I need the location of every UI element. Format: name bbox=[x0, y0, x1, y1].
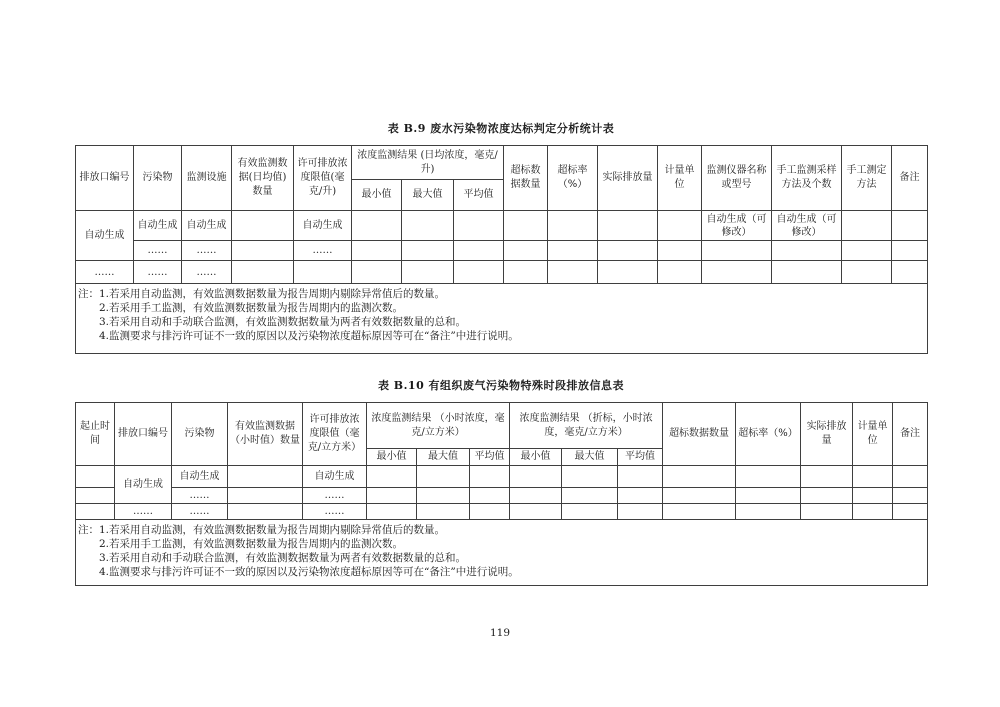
b9-header-actual-amount: 实际排放量 bbox=[598, 146, 658, 211]
b9-cell-outlet: …… bbox=[76, 261, 134, 284]
b9-header-pollutant: 污染物 bbox=[134, 146, 182, 211]
b9-cell-instrument: 自动生成（可修改） bbox=[702, 211, 772, 241]
b9-note-item: 3.若采用自动和手动联合监测，有效监测数据数量为两者有效数据数量的总和。 bbox=[99, 316, 467, 328]
b9-header-conc-group: 浓度监测结果 (日均浓度，毫克/升) bbox=[352, 146, 504, 180]
b9-header-manual-method: 手工测定方法 bbox=[842, 146, 892, 211]
b10-cell-outlet: …… bbox=[115, 504, 172, 520]
table-b9 bbox=[75, 145, 928, 354]
b10-cell-time-range bbox=[76, 466, 115, 488]
table-row bbox=[76, 261, 928, 284]
b10-header-avg2: 平均值 bbox=[618, 449, 663, 466]
table-b10-title: 表 B.10 有组织废气污染物特殊时段排放信息表 bbox=[377, 379, 625, 392]
b10-note-item: 2.若采用手工监测，有效监测数据数量为报告周期内的监测次数。 bbox=[99, 538, 404, 550]
b10-header-exceed-rate: 超标率（%） bbox=[736, 403, 801, 466]
b9-header-manual-sampling: 手工监测采样方法及个数 bbox=[772, 146, 842, 211]
b10-note-item: 3.若采用自动和手动联合监测，有效监测数据数量为两者有效数据数量的总和。 bbox=[99, 552, 467, 564]
b10-header-actual-amount: 实际排放量 bbox=[801, 403, 853, 466]
b10-header-max2: 最大值 bbox=[562, 449, 618, 466]
b9-notes-label: 注： bbox=[78, 288, 99, 300]
b9-note-item: 1.若采用自动监测，有效监测数据数量为报告周期内剔除异常值后的数量。 bbox=[99, 288, 446, 300]
b9-header-exceed-rate: 超标率（%） bbox=[548, 146, 598, 211]
b10-notes-label: 注： bbox=[78, 524, 99, 536]
b10-header-limit: 许可排放浓度限值（毫克/立方米） bbox=[303, 403, 367, 466]
b9-cell-exceed-rate bbox=[548, 211, 598, 241]
b9-header-facility: 监测设施 bbox=[182, 146, 232, 211]
b10-header-exceed-count: 超标数据数量 bbox=[663, 403, 736, 466]
b9-header-avg: 平均值 bbox=[454, 180, 504, 211]
b10-cell-valid-count bbox=[228, 504, 303, 520]
b9-cell-max bbox=[402, 211, 454, 241]
b9-header-outlet: 排放口编号 bbox=[76, 146, 134, 211]
b9-cell-limit: …… bbox=[294, 241, 352, 261]
b9-notes bbox=[76, 284, 928, 354]
b9-cell-facility: 自动生成 bbox=[182, 211, 232, 241]
b10-cell-valid-count bbox=[228, 466, 303, 488]
b10-header-remark: 备注 bbox=[893, 403, 928, 466]
table-row bbox=[76, 504, 928, 520]
b10-header-time-range: 起止时间 bbox=[76, 403, 115, 466]
b9-header-unit: 计量单位 bbox=[658, 146, 702, 211]
b9-cell-facility: …… bbox=[182, 261, 232, 284]
b9-cell-valid-count bbox=[232, 211, 294, 241]
b9-cell-manual-sampling: 自动生成（可修改） bbox=[772, 211, 842, 241]
b9-cell-remark bbox=[892, 211, 928, 241]
b9-note-item: 4.监测要求与排污许可证不一致的原因以及污染物浓度超标原因等可在“备注”中进行说明。 bbox=[99, 330, 519, 342]
b9-header-valid-count: 有效监测数据(日均值)数量 bbox=[232, 146, 294, 211]
b9-cell-valid-count bbox=[232, 241, 294, 261]
b10-cell-limit: 自动生成 bbox=[303, 466, 367, 488]
b9-cell-manual-method bbox=[842, 211, 892, 241]
table-row bbox=[76, 466, 928, 488]
b10-notes-row bbox=[76, 520, 928, 586]
b10-header-valid-count: 有效监测数据（小时值）数量 bbox=[228, 403, 303, 466]
b10-header-outlet: 排放口编号 bbox=[115, 403, 172, 466]
b10-header-avg1: 平均值 bbox=[470, 449, 510, 466]
b10-header-min1: 最小值 bbox=[367, 449, 417, 466]
page-content bbox=[75, 122, 927, 586]
table-b9-title: 表 B.9 废水污染物浓度达标判定分析统计表 bbox=[387, 122, 615, 135]
b9-header-row-1 bbox=[76, 146, 928, 180]
b9-cell-actual-amount bbox=[598, 211, 658, 241]
b9-header-min: 最小值 bbox=[352, 180, 402, 211]
b9-cell-min bbox=[352, 211, 402, 241]
b9-header-exceed-count: 超标数据数量 bbox=[504, 146, 548, 211]
b10-header-min2: 最小值 bbox=[510, 449, 562, 466]
b10-cell-pollutant: …… bbox=[172, 488, 228, 504]
b9-cell-facility: …… bbox=[182, 241, 232, 261]
b9-notes-row bbox=[76, 284, 928, 354]
b10-header-row-1 bbox=[76, 403, 928, 449]
b10-header-pollutant: 污染物 bbox=[172, 403, 228, 466]
table-row bbox=[76, 488, 928, 504]
b9-cell-outlet: 自动生成 bbox=[76, 211, 134, 261]
b10-header-conc-group1: 浓度监测结果 （小时浓度，毫克/立方米） bbox=[367, 403, 510, 449]
b9-cell-pollutant: 自动生成 bbox=[134, 211, 182, 241]
b9-cell-pollutant: …… bbox=[134, 241, 182, 261]
b9-header-limit: 许可排放浓度限值(毫克/升) bbox=[294, 146, 352, 211]
b9-header-max: 最大值 bbox=[402, 180, 454, 211]
table-row bbox=[76, 241, 928, 261]
b10-cell-valid-count bbox=[228, 488, 303, 504]
b10-cell-outlet: 自动生成 bbox=[115, 466, 172, 504]
b10-header-conc-group2: 浓度监测结果 （折标，小时浓度，毫克/立方米） bbox=[510, 403, 663, 449]
table-b10 bbox=[75, 402, 928, 586]
b10-cell-time-range bbox=[76, 504, 115, 520]
b10-header-unit: 计量单位 bbox=[853, 403, 893, 466]
b10-header-max1: 最大值 bbox=[417, 449, 470, 466]
b10-notes bbox=[76, 520, 928, 586]
b10-note-item: 4.监测要求与排污许可证不一致的原因以及污染物浓度超标原因等可在“备注”中进行说明。 bbox=[99, 566, 519, 578]
table-row bbox=[76, 211, 928, 241]
b9-header-instrument: 监测仪器名称或型号 bbox=[702, 146, 772, 211]
b9-cell-unit bbox=[658, 211, 702, 241]
b10-cell-time-range bbox=[76, 488, 115, 504]
b9-header-remark: 备注 bbox=[892, 146, 928, 211]
b9-note-item: 2.若采用手工监测，有效监测数据数量为报告周期内的监测次数。 bbox=[99, 302, 404, 314]
b10-cell-limit: …… bbox=[303, 504, 367, 520]
b9-cell-avg bbox=[454, 211, 504, 241]
b10-cell-limit: …… bbox=[303, 488, 367, 504]
b10-cell-pollutant: …… bbox=[172, 504, 228, 520]
b9-cell-pollutant: …… bbox=[134, 261, 182, 284]
b10-cell-pollutant: 自动生成 bbox=[172, 466, 228, 488]
page-number: 119 bbox=[489, 627, 511, 639]
b9-cell-exceed-count bbox=[504, 211, 548, 241]
b9-cell-limit: 自动生成 bbox=[294, 211, 352, 241]
b10-note-item: 1.若采用自动监测，有效监测数据数量为报告周期内剔除异常值后的数量。 bbox=[99, 524, 446, 536]
